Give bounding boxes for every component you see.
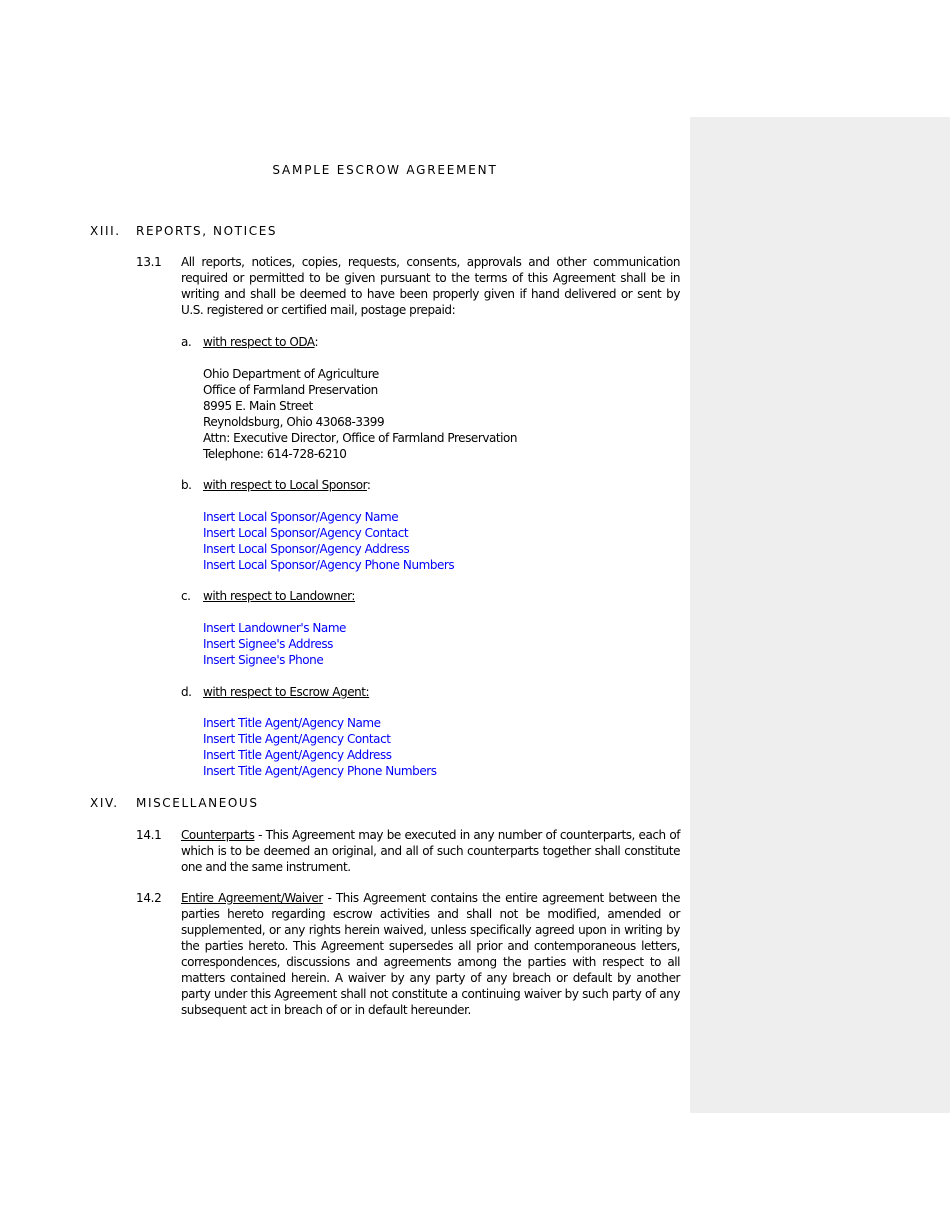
item-label-b [203, 477, 371, 493]
placeholder-line: Insert Local Sponsor/Agency Name [203, 510, 399, 524]
placeholder-line: Insert Local Sponsor/Agency Contact [203, 526, 409, 540]
clause-text-14-1 [181, 827, 680, 875]
clause-title: Entire Agreement/Waiver [181, 891, 323, 905]
address-line: Attn: Executive Director, Office of Farmland Preservation [203, 431, 518, 445]
address-block-oda [203, 366, 517, 462]
placeholder-line: Insert Local Sponsor/Agency Phone Numbers [203, 558, 455, 572]
clause-text-13-1: All reports, notices, copies, requests, consents, approvals and other communication required or permitted to be given pursuant to the terms of this Agreement shall be in writing and shall be deemed to have been properly given if hand delivered or sent by U.S. registered or certified mail, postage prepaid: [181, 255, 680, 317]
address-line: Ohio Department of Agriculture [203, 367, 379, 381]
address-line: Office of Farmland Preservation [203, 383, 378, 397]
clause-number-13-1: 13.1 [136, 255, 162, 269]
item-letter-d: d. [181, 685, 192, 699]
clause-title: Counterparts [181, 828, 255, 842]
item-label-text: with respect to Landowner: [203, 589, 356, 603]
address-line: 8995 E. Main Street [203, 399, 313, 413]
item-label-a [203, 334, 318, 350]
item-letter-c: c. [181, 589, 191, 603]
placeholder-line: Insert Local Sponsor/Agency Address [203, 542, 410, 556]
clause-number-14-2: 14.2 [136, 891, 162, 905]
placeholder-line: Insert Signee's Address [203, 637, 333, 651]
address-block-escrow-agent [203, 715, 437, 779]
clause-body: - This Agreement contains the entire agreement between the parties hereto regarding escrow activities and shall not be modified, amended or supplemented, or any rights herein waived, unless specifically agreed upon in writing by the parties hereto. This Agreement supersedes all prior and contemporaneous letters, correspondences, discussions and agreements among the parties with respect to all matters contained herein. A waiver by any party of any breach or default by another party under this Agreement shall not constitute a continuing waiver by such party of any subsequent act in breach of or in default hereunder. [181, 891, 681, 1017]
item-label-d [203, 684, 369, 700]
placeholder-line: Insert Signee's Phone [203, 653, 324, 667]
address-block-landowner [203, 620, 346, 668]
address-block-local-sponsor [203, 509, 454, 573]
item-label-text: with respect to Escrow Agent: [203, 685, 370, 699]
clause-text-14-2 [181, 890, 680, 1018]
item-label-text: with respect to Local Sponsor [203, 478, 367, 492]
address-line: Reynoldsburg, Ohio 43068-3399 [203, 415, 385, 429]
item-label-text: with respect to ODA [203, 335, 315, 349]
item-letter-b: b. [181, 478, 192, 492]
section-number: XIII. [90, 224, 121, 238]
placeholder-line: Insert Landowner's Name [203, 621, 346, 635]
item-letter-a: a. [181, 335, 192, 349]
item-label-suffix: : [366, 478, 371, 492]
section-title: REPORTS, NOTICES [136, 224, 278, 238]
address-line: Telephone: 614-728-6210 [203, 447, 347, 461]
placeholder-line: Insert Title Agent/Agency Name [203, 716, 381, 730]
clause-body: - This Agreement may be executed in any number of counterparts, each of which is to be deemed an original, and all of such counterparts together shall constitute one and the same instrument. [181, 828, 680, 874]
placeholder-line: Insert Title Agent/Agency Contact [203, 732, 391, 746]
comment-pane [690, 117, 950, 1113]
document-title: SAMPLE ESCROW AGREEMENT [272, 163, 498, 177]
clause-number-14-1: 14.1 [136, 828, 162, 842]
section-title: MISCELLANEOUS [136, 796, 259, 810]
item-label-suffix: : [314, 335, 319, 349]
item-label-c [203, 588, 355, 604]
placeholder-line: Insert Title Agent/Agency Address [203, 748, 392, 762]
placeholder-line: Insert Title Agent/Agency Phone Numbers [203, 764, 437, 778]
section-number: XIV. [90, 796, 119, 810]
